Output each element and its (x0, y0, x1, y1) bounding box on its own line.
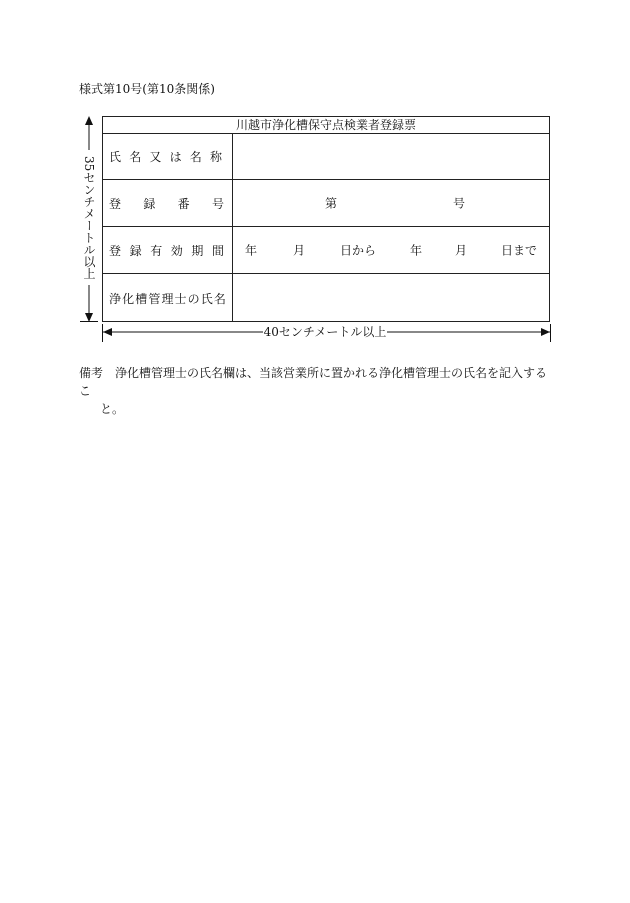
vertical-dimension-label: 35センチメートル以上 (80, 150, 98, 285)
registration-form-table (102, 116, 550, 322)
label-cell-manager-name: 浄 化 槽 管 理 士 の 氏 名 (103, 274, 233, 322)
form-number-label: 様式第10号(第10条関係) (79, 82, 215, 96)
name-field[interactable] (233, 133, 549, 179)
remarks-text-continuation: と。 (100, 402, 125, 416)
table-row-validity-period (103, 227, 549, 274)
remarks-heading: 備考 (79, 366, 104, 380)
table-row-manager-name (103, 274, 549, 322)
label-cell-validity-period: 登 録 有 効 期 間 (103, 227, 233, 273)
label-cell-registration-number: 登 録 番 号 (103, 180, 233, 226)
registration-number-field[interactable]: 第 号 (325, 196, 466, 211)
horizontal-dimension-label: 40センチメートル以上 (263, 325, 387, 339)
table-title: 川越市浄化槽保守点検業者登録票 (103, 117, 549, 134)
table-row-name (103, 133, 549, 180)
manager-name-field[interactable] (233, 274, 549, 322)
remarks-text: 浄化槽管理士の氏名欄は、当該営業所に置かれる浄化槽管理士の氏名を記入するこ (79, 366, 548, 398)
validity-period-field[interactable]: 年 月 日から 年 月 日まで (245, 243, 538, 258)
table-row-registration-number (103, 180, 549, 227)
remarks-note (79, 364, 554, 418)
label-cell-name: 氏 名 又 は 名 称 (103, 133, 233, 179)
